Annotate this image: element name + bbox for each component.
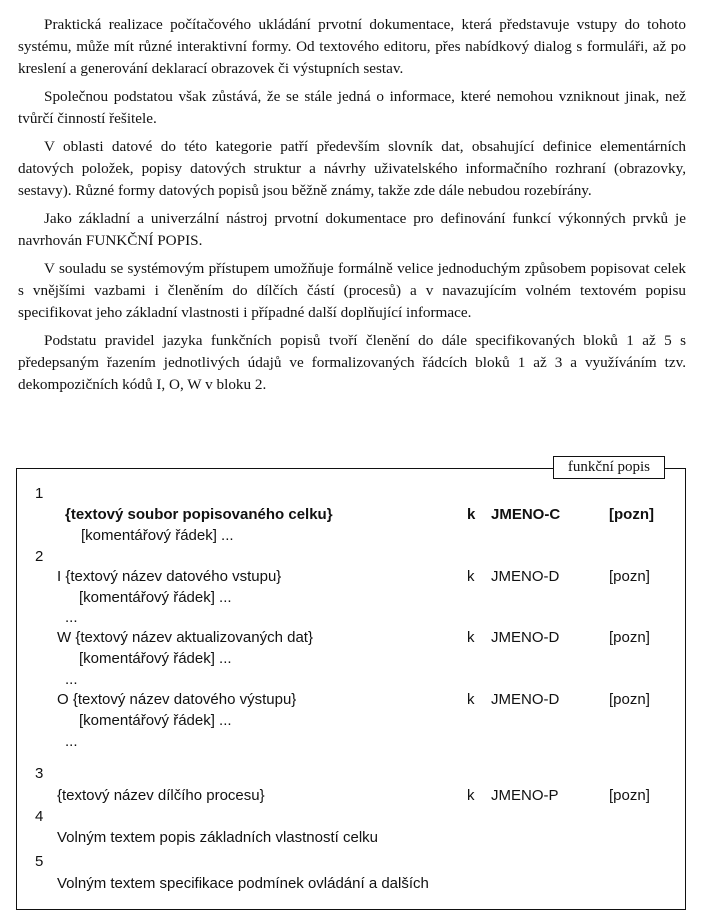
k-marker: k (467, 787, 475, 804)
block-2-update-row (17, 629, 685, 649)
prose-text (18, 14, 686, 402)
note-marker: [pozn] (609, 787, 650, 804)
block-number: 4 (35, 808, 44, 825)
dots-row (17, 733, 685, 753)
input-text: I {textový název datového vstupu} (57, 568, 282, 585)
note-marker: [pozn] (609, 506, 654, 523)
name-code: JMENO-D (491, 568, 560, 585)
dots-row (17, 609, 685, 629)
process-text: {textový název dílčího procesu} (57, 787, 265, 804)
block-5-number-row (17, 853, 685, 873)
ellipsis: ... (65, 733, 78, 750)
block-2-input-row (17, 568, 685, 588)
ellipsis: ... (65, 671, 78, 688)
block-2-number-row (17, 548, 685, 568)
paragraph: V souladu se systémovým přístupem umožňuje formálně velice jednoduchým způsobem popisovat celek s vnějšími vazbami i členěním do dílčích částí (procesů) a v navazujícím volném textovém popisu specifikovat jeho základní vlastnosti i případné další doplňující informace. (18, 260, 686, 321)
block-1-main-row (17, 506, 685, 526)
block-5-text: Volným textem specifikace podmínek ovládání a dalších (57, 875, 429, 892)
frame-label: funkční popis (553, 456, 665, 479)
update-text: W {textový název aktualizovaných dat} (57, 629, 313, 646)
comment-line: [komentářový řádek] ... (79, 589, 232, 606)
block-1-comment-row (17, 527, 685, 547)
block-4-number-row (17, 808, 685, 828)
k-marker: k (467, 629, 475, 646)
k-marker: k (467, 568, 475, 585)
paragraph: Podstatu pravidel jazyka funkčních popisů tvoří členění do dále specifikovaných bloků 1 až 5 s předepsaným řazením jednotlivých údajů ve formalizovaných řádcích bloků 1 až 3 a využíváním tzv. dekompozičních kódů I, O, W v bloku 2. (18, 332, 686, 393)
comment-line: [komentářový řádek] ... (81, 527, 234, 544)
block-5-text-row (17, 875, 685, 895)
block-4-text: Volným textem popis základních vlastností celku (57, 829, 378, 846)
block-1-text: {textový soubor popisovaného celku} (65, 506, 333, 523)
block-3-number-row (17, 765, 685, 785)
paragraph: Praktická realizace počítačového ukládání prvotní dokumentace, která představuje vstupy do tohoto systému, může mít různé interaktivní formy. Od textového editoru, přes nabídkový dialog s formuláři, až po kreslení a generování deklarací obrazovek či výstupních sestav. (18, 16, 686, 77)
output-text: O {textový název datového výstupu} (57, 691, 297, 708)
block-number: 1 (35, 485, 44, 502)
block-3-main-row (17, 787, 685, 807)
block-2-input-comment-row (17, 589, 685, 609)
block-2-output-comment-row (17, 712, 685, 732)
function-description-frame (16, 459, 686, 910)
block-number: 2 (35, 548, 44, 565)
block-2-output-row (17, 691, 685, 711)
paragraph: V oblasti datové do této kategorie patří především slovník dat, obsahující definice elementárních datových položek, popisy datových struktur a návrhy uživatelského informačního rozhraní (obrazovky, sestavy). Různé formy datových popisů jsou běžně známy, takže zde dále nebudou rozebírány. (18, 138, 686, 199)
dots-row (17, 671, 685, 691)
name-code: JMENO-C (491, 506, 561, 523)
note-marker: [pozn] (609, 629, 650, 646)
comment-line: [komentářový řádek] ... (79, 650, 232, 667)
block-2-update-comment-row (17, 650, 685, 670)
note-marker: [pozn] (609, 691, 650, 708)
paragraph: Jako základní a univerzální nástroj prvotní dokumentace pro definování funkcí výkonných prvků je navrhován FUNKČNÍ POPIS. (18, 210, 686, 249)
k-marker: k (467, 691, 475, 708)
block-number: 3 (35, 765, 44, 782)
k-marker: k (467, 506, 476, 523)
name-code: JMENO-D (491, 691, 560, 708)
name-code: JMENO-P (491, 787, 559, 804)
note-marker: [pozn] (609, 568, 650, 585)
paragraph: Společnou podstatou však zůstává, že se stále jedná o informace, které nemohou vzniknout jinak, než tvůrčí činností řešitele. (18, 88, 686, 127)
block-number: 5 (35, 853, 44, 870)
name-code: JMENO-D (491, 629, 560, 646)
block-4-text-row (17, 829, 685, 849)
comment-line: [komentářový řádek] ... (79, 712, 232, 729)
ellipsis: ... (65, 609, 78, 626)
block-1-number-row (17, 485, 685, 505)
